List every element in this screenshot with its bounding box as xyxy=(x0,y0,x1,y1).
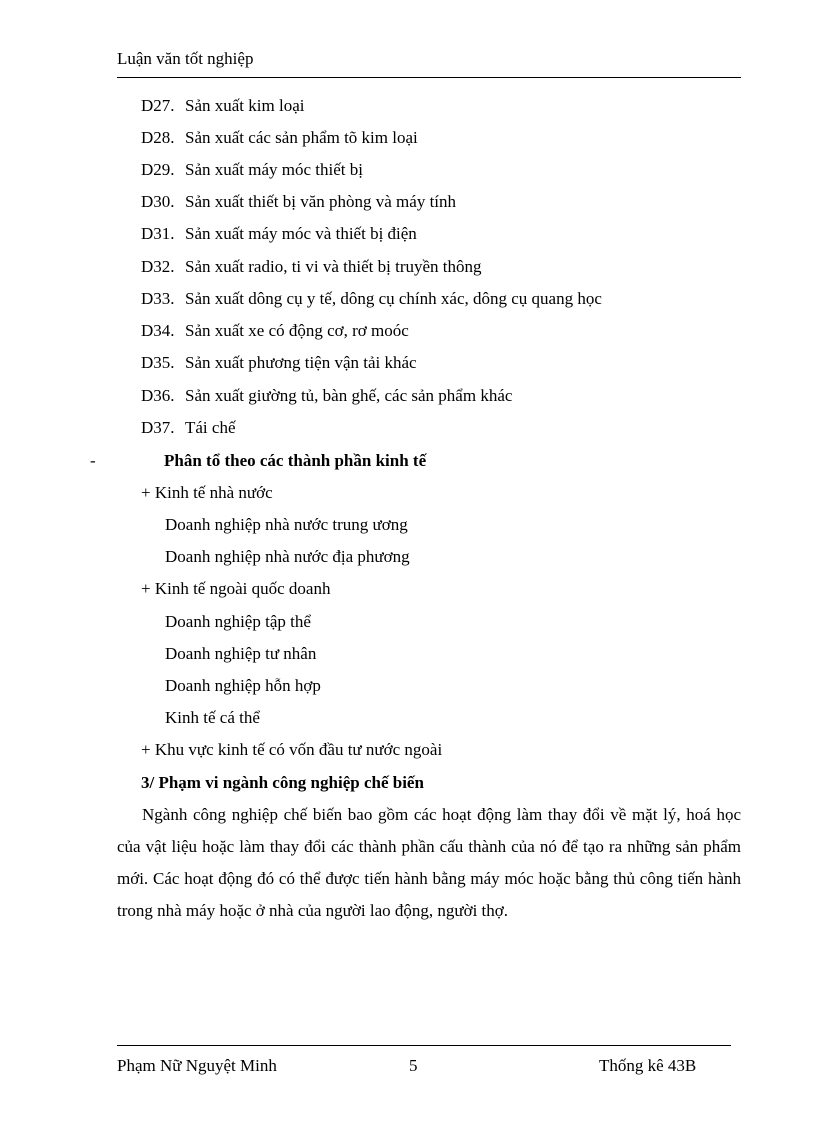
item-label: Sản xuất dông cụ y tế, dông cụ chính xác, dông cụ quang học xyxy=(185,289,602,308)
list-item xyxy=(141,95,304,117)
item-code: D37. xyxy=(141,418,175,437)
list-item: Doanh nghiệp nhà nước trung ương xyxy=(165,515,408,534)
item-code: D27. xyxy=(141,96,175,115)
list-item xyxy=(141,256,482,278)
item-label: Sản xuất phương tiện vận tải khác xyxy=(185,353,417,372)
item-label: Tái chế xyxy=(185,418,236,437)
list-item: Doanh nghiệp tập thể xyxy=(165,612,311,631)
footer-author: Phạm Nữ Nguyệt Minh xyxy=(117,1056,277,1075)
item-code: D35. xyxy=(141,353,175,372)
paragraph-text: Ngành công nghiệp chế biến bao gồm các hoạt động làm thay đổi về mặt lý, hoá học của vật liệu hoặc làm thay đổi các thành phần cấu thành của nó để tạo ra những sản phẩm mới. Các hoạt động đó có thể được tiến hành bằng máy móc hoặc bằng thủ công tiến hành trong nhà máy hoặc ở nhà của người lao động, người thợ. xyxy=(117,805,741,920)
item-code: D31. xyxy=(141,224,175,243)
footer-class: Thống kê 43B xyxy=(599,1056,697,1075)
list-item xyxy=(141,127,418,149)
item-code: D29. xyxy=(141,160,175,179)
state-economy-title: + Kinh tế nhà nước xyxy=(141,483,273,502)
foreign-investment-title: + Khu vực kinh tế có vốn đầu tư nước ngoài xyxy=(141,740,443,759)
list-item xyxy=(141,159,363,181)
item-code: D32. xyxy=(141,257,175,276)
section-heading: 3/ Phạm vi ngành công nghiệp chế biến xyxy=(141,773,424,792)
item-label: Sản xuất máy móc và thiết bị điện xyxy=(185,224,417,243)
dash-marker: - xyxy=(90,451,96,470)
item-code: D28. xyxy=(141,128,175,147)
list-item: Doanh nghiệp tư nhân xyxy=(165,644,317,663)
item-code: D36. xyxy=(141,386,175,405)
footer-rule xyxy=(117,1045,731,1046)
header-rule xyxy=(117,77,741,78)
item-code: D34. xyxy=(141,321,175,340)
item-label: Sản xuất thiết bị văn phòng và máy tính xyxy=(185,192,457,211)
header-title: Luận văn tốt nghiệp xyxy=(117,49,254,68)
list-item xyxy=(141,288,602,310)
item-code: D33. xyxy=(141,289,175,308)
non-state-economy-title: + Kinh tế ngoài quốc doanh xyxy=(141,579,331,598)
item-label: Sản xuất giường tủ, bàn ghế, các sản phẩm khác xyxy=(185,386,513,405)
list-item xyxy=(141,352,417,374)
page-number: 5 xyxy=(409,1056,418,1075)
item-code: D30. xyxy=(141,192,175,211)
item-label: Sản xuất radio, ti vi và thiết bị truyền thông xyxy=(185,257,482,276)
list-item xyxy=(141,385,512,407)
item-label: Sản xuất máy móc thiết bị xyxy=(185,160,363,179)
list-item: Doanh nghiệp hỗn hợp xyxy=(165,676,321,695)
scope-paragraph xyxy=(117,799,741,927)
item-label: Sản xuất kim loại xyxy=(185,96,305,115)
list-item xyxy=(141,417,236,439)
item-label: Sản xuất xe có động cơ, rơ moóc xyxy=(185,321,409,340)
list-item: Doanh nghiệp nhà nước địa phương xyxy=(165,547,410,566)
list-item xyxy=(141,223,417,245)
item-label: Sản xuất các sản phẩm tõ kim loại xyxy=(185,128,418,147)
list-item: Kinh tế cá thể xyxy=(165,708,260,727)
list-item xyxy=(141,191,456,213)
list-item xyxy=(141,320,409,342)
section-heading: Phân tổ theo các thành phần kinh tế xyxy=(164,451,427,470)
